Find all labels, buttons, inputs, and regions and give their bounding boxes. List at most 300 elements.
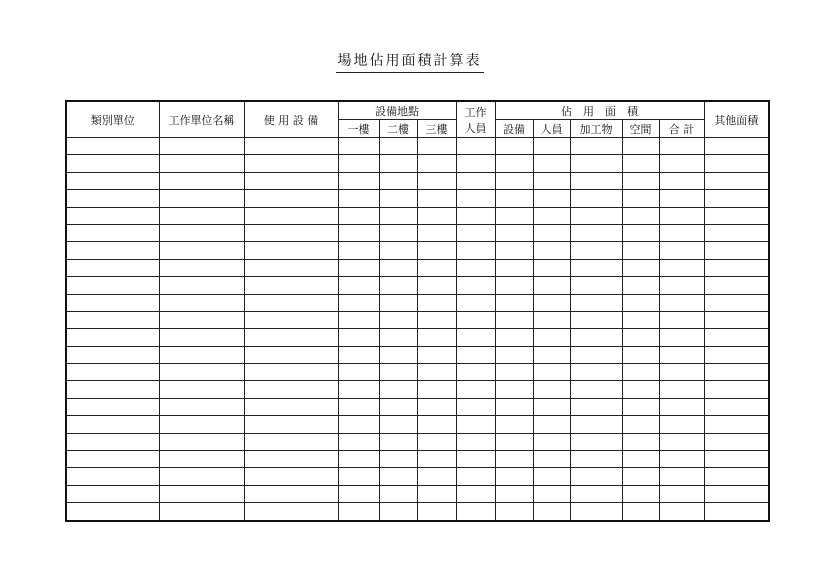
table-cell[interactable] bbox=[66, 207, 159, 224]
table-cell[interactable] bbox=[456, 172, 495, 189]
table-cell[interactable] bbox=[338, 398, 379, 415]
table-cell[interactable] bbox=[704, 398, 769, 415]
table-row bbox=[66, 242, 769, 259]
table-cell[interactable] bbox=[456, 224, 495, 241]
table-cell[interactable] bbox=[533, 346, 570, 363]
table-cell[interactable] bbox=[456, 398, 495, 415]
table-cell[interactable] bbox=[379, 346, 417, 363]
table-cell[interactable] bbox=[622, 138, 659, 155]
table-cell[interactable] bbox=[495, 503, 533, 521]
table-cell[interactable] bbox=[570, 242, 622, 259]
table-cell[interactable] bbox=[495, 416, 533, 433]
table-cell[interactable] bbox=[533, 294, 570, 311]
table-cell[interactable] bbox=[704, 433, 769, 450]
table-cell[interactable] bbox=[570, 224, 622, 241]
table-cell[interactable] bbox=[338, 416, 379, 433]
table-row bbox=[66, 468, 769, 485]
table-cell[interactable] bbox=[338, 138, 379, 155]
table-cell[interactable] bbox=[570, 485, 622, 502]
table-cell[interactable] bbox=[244, 381, 338, 398]
table-cell[interactable] bbox=[456, 311, 495, 328]
table-cell[interactable] bbox=[570, 346, 622, 363]
table-cell[interactable] bbox=[66, 398, 159, 415]
header-area-group: 佔 用 面 積 bbox=[495, 101, 704, 120]
table-cell[interactable] bbox=[338, 242, 379, 259]
table-cell[interactable] bbox=[570, 311, 622, 328]
table-cell[interactable] bbox=[704, 294, 769, 311]
table-cell[interactable] bbox=[244, 224, 338, 241]
table-cell[interactable] bbox=[456, 364, 495, 381]
table-cell[interactable] bbox=[495, 277, 533, 294]
table-cell[interactable] bbox=[495, 468, 533, 485]
table-cell[interactable] bbox=[570, 398, 622, 415]
table-cell[interactable] bbox=[533, 433, 570, 450]
table-cell[interactable] bbox=[495, 155, 533, 172]
table-cell[interactable] bbox=[66, 242, 159, 259]
table-cell[interactable] bbox=[417, 398, 456, 415]
table-cell[interactable] bbox=[379, 503, 417, 521]
table-cell[interactable] bbox=[456, 138, 495, 155]
table-cell[interactable] bbox=[495, 207, 533, 224]
table-cell[interactable] bbox=[622, 416, 659, 433]
table-cell[interactable] bbox=[533, 311, 570, 328]
table-cell[interactable] bbox=[338, 311, 379, 328]
table-cell[interactable] bbox=[66, 346, 159, 363]
table-cell[interactable] bbox=[659, 398, 704, 415]
table-cell[interactable] bbox=[244, 311, 338, 328]
table-cell[interactable] bbox=[379, 294, 417, 311]
header-other-area: 其他面積 bbox=[704, 101, 769, 138]
table-cell[interactable] bbox=[533, 398, 570, 415]
table-cell[interactable] bbox=[338, 364, 379, 381]
table-cell[interactable] bbox=[417, 138, 456, 155]
table-cell[interactable] bbox=[66, 172, 159, 189]
table-cell[interactable] bbox=[659, 294, 704, 311]
table-cell[interactable] bbox=[495, 398, 533, 415]
table-cell[interactable] bbox=[659, 468, 704, 485]
table-cell[interactable] bbox=[66, 277, 159, 294]
table-cell[interactable] bbox=[704, 311, 769, 328]
table-cell[interactable] bbox=[379, 172, 417, 189]
table-cell[interactable] bbox=[379, 381, 417, 398]
table-cell[interactable] bbox=[159, 138, 244, 155]
table-cell[interactable] bbox=[159, 155, 244, 172]
table-cell[interactable] bbox=[533, 224, 570, 241]
table-cell[interactable] bbox=[622, 207, 659, 224]
table-cell[interactable] bbox=[338, 329, 379, 346]
table-cell[interactable] bbox=[659, 277, 704, 294]
table-cell[interactable] bbox=[456, 242, 495, 259]
table-cell[interactable] bbox=[533, 329, 570, 346]
table-cell[interactable] bbox=[570, 381, 622, 398]
table-cell[interactable] bbox=[379, 416, 417, 433]
table-cell[interactable] bbox=[159, 224, 244, 241]
table-cell[interactable] bbox=[704, 485, 769, 502]
table-cell[interactable] bbox=[659, 451, 704, 468]
table-cell[interactable] bbox=[244, 172, 338, 189]
table-cell[interactable] bbox=[659, 485, 704, 502]
table-cell[interactable] bbox=[379, 207, 417, 224]
table-cell[interactable] bbox=[570, 277, 622, 294]
table-cell[interactable] bbox=[456, 451, 495, 468]
table-cell[interactable] bbox=[456, 190, 495, 207]
table-cell[interactable] bbox=[244, 138, 338, 155]
table-cell[interactable] bbox=[533, 381, 570, 398]
table-cell[interactable] bbox=[622, 398, 659, 415]
table-cell[interactable] bbox=[659, 242, 704, 259]
table-cell[interactable] bbox=[338, 381, 379, 398]
table-cell[interactable] bbox=[456, 346, 495, 363]
table-cell[interactable] bbox=[159, 398, 244, 415]
table-cell[interactable] bbox=[456, 277, 495, 294]
table-cell[interactable] bbox=[659, 433, 704, 450]
table-cell[interactable] bbox=[379, 364, 417, 381]
table-cell[interactable] bbox=[417, 346, 456, 363]
table-cell[interactable] bbox=[417, 485, 456, 502]
table-cell[interactable] bbox=[704, 155, 769, 172]
table-cell[interactable] bbox=[456, 259, 495, 276]
table-cell[interactable] bbox=[533, 364, 570, 381]
table-cell[interactable] bbox=[66, 381, 159, 398]
table-cell[interactable] bbox=[659, 364, 704, 381]
table-cell[interactable] bbox=[570, 364, 622, 381]
table-cell[interactable] bbox=[244, 468, 338, 485]
table-cell[interactable] bbox=[659, 224, 704, 241]
table-cell[interactable] bbox=[622, 485, 659, 502]
table-cell[interactable] bbox=[495, 242, 533, 259]
table-cell[interactable] bbox=[704, 416, 769, 433]
table-cell[interactable] bbox=[379, 277, 417, 294]
table-cell[interactable] bbox=[495, 346, 533, 363]
table-cell[interactable] bbox=[338, 433, 379, 450]
table-cell[interactable] bbox=[379, 259, 417, 276]
table-cell[interactable] bbox=[338, 207, 379, 224]
table-cell[interactable] bbox=[533, 259, 570, 276]
table-cell[interactable] bbox=[417, 451, 456, 468]
table-cell[interactable] bbox=[417, 416, 456, 433]
table-cell[interactable] bbox=[570, 433, 622, 450]
table-cell[interactable] bbox=[456, 433, 495, 450]
table-cell[interactable] bbox=[338, 468, 379, 485]
table-cell[interactable] bbox=[456, 207, 495, 224]
table-cell[interactable] bbox=[379, 398, 417, 415]
table-cell[interactable] bbox=[495, 451, 533, 468]
table-cell[interactable] bbox=[622, 503, 659, 521]
table-cell[interactable] bbox=[570, 138, 622, 155]
table-cell[interactable] bbox=[338, 277, 379, 294]
table-cell[interactable] bbox=[659, 329, 704, 346]
table-cell[interactable] bbox=[570, 294, 622, 311]
table-cell[interactable] bbox=[159, 190, 244, 207]
table-cell[interactable] bbox=[159, 329, 244, 346]
table-cell[interactable] bbox=[244, 155, 338, 172]
table-cell[interactable] bbox=[659, 155, 704, 172]
table-cell[interactable] bbox=[379, 433, 417, 450]
table-cell[interactable] bbox=[244, 398, 338, 415]
table-cell[interactable] bbox=[159, 364, 244, 381]
table-cell[interactable] bbox=[338, 485, 379, 502]
table-cell[interactable] bbox=[659, 259, 704, 276]
table-cell[interactable] bbox=[704, 172, 769, 189]
table-cell[interactable] bbox=[338, 155, 379, 172]
table-cell[interactable] bbox=[495, 190, 533, 207]
table-cell[interactable] bbox=[159, 242, 244, 259]
table-cell[interactable] bbox=[66, 485, 159, 502]
table-cell[interactable] bbox=[159, 381, 244, 398]
table-cell[interactable] bbox=[495, 224, 533, 241]
table-cell[interactable] bbox=[570, 155, 622, 172]
table-cell[interactable] bbox=[570, 503, 622, 521]
table-cell[interactable] bbox=[533, 190, 570, 207]
header-equipment-used: 使 用 設 備 bbox=[244, 101, 338, 138]
table-cell[interactable] bbox=[659, 207, 704, 224]
table-cell[interactable] bbox=[417, 224, 456, 241]
table-cell[interactable] bbox=[704, 364, 769, 381]
table-cell[interactable] bbox=[379, 242, 417, 259]
header-area-staff: 人員 bbox=[533, 120, 570, 138]
table-cell[interactable] bbox=[379, 190, 417, 207]
table-cell[interactable] bbox=[159, 451, 244, 468]
table-cell[interactable] bbox=[659, 172, 704, 189]
table-cell[interactable] bbox=[159, 416, 244, 433]
table-cell[interactable] bbox=[533, 242, 570, 259]
table-cell[interactable] bbox=[244, 416, 338, 433]
table-cell[interactable] bbox=[570, 329, 622, 346]
table-cell[interactable] bbox=[495, 294, 533, 311]
area-calculation-table bbox=[65, 100, 770, 522]
table-cell[interactable] bbox=[659, 381, 704, 398]
table-cell[interactable] bbox=[704, 451, 769, 468]
table-cell[interactable] bbox=[244, 364, 338, 381]
table-cell[interactable] bbox=[417, 190, 456, 207]
table-cell[interactable] bbox=[338, 451, 379, 468]
table-cell[interactable] bbox=[704, 329, 769, 346]
table-cell[interactable] bbox=[622, 451, 659, 468]
table-cell[interactable] bbox=[456, 468, 495, 485]
table-cell[interactable] bbox=[159, 172, 244, 189]
table-cell[interactable] bbox=[704, 381, 769, 398]
table-cell[interactable] bbox=[417, 172, 456, 189]
table-cell[interactable] bbox=[379, 224, 417, 241]
table-cell[interactable] bbox=[244, 190, 338, 207]
table-cell[interactable] bbox=[66, 294, 159, 311]
table-body bbox=[66, 138, 769, 521]
table-cell[interactable] bbox=[622, 468, 659, 485]
table-cell[interactable] bbox=[456, 503, 495, 521]
table-cell[interactable] bbox=[338, 259, 379, 276]
table-cell[interactable] bbox=[533, 416, 570, 433]
table-cell[interactable] bbox=[244, 329, 338, 346]
table-cell[interactable] bbox=[622, 381, 659, 398]
table-cell[interactable] bbox=[704, 277, 769, 294]
table-row bbox=[66, 329, 769, 346]
table-cell[interactable] bbox=[704, 190, 769, 207]
table-cell[interactable] bbox=[379, 485, 417, 502]
table-cell[interactable] bbox=[533, 468, 570, 485]
table-cell[interactable] bbox=[570, 190, 622, 207]
table-cell[interactable] bbox=[379, 329, 417, 346]
table-cell[interactable] bbox=[66, 224, 159, 241]
header-location-floor-2: 二樓 bbox=[379, 120, 417, 138]
table-cell[interactable] bbox=[417, 503, 456, 521]
table-cell[interactable] bbox=[622, 277, 659, 294]
table-cell[interactable] bbox=[622, 294, 659, 311]
table-row bbox=[66, 224, 769, 241]
table-cell[interactable] bbox=[456, 381, 495, 398]
table-cell[interactable] bbox=[704, 503, 769, 521]
table-cell[interactable] bbox=[570, 259, 622, 276]
table-cell[interactable] bbox=[159, 433, 244, 450]
table-cell[interactable] bbox=[417, 329, 456, 346]
table-cell[interactable] bbox=[66, 259, 159, 276]
table-cell[interactable] bbox=[622, 242, 659, 259]
table-cell[interactable] bbox=[66, 416, 159, 433]
table-cell[interactable] bbox=[570, 207, 622, 224]
table-cell[interactable] bbox=[495, 138, 533, 155]
table-cell[interactable] bbox=[159, 468, 244, 485]
table-cell[interactable] bbox=[244, 346, 338, 363]
table-cell[interactable] bbox=[456, 294, 495, 311]
table-cell[interactable] bbox=[244, 259, 338, 276]
table-cell[interactable] bbox=[495, 259, 533, 276]
table-cell[interactable] bbox=[244, 242, 338, 259]
table-cell[interactable] bbox=[495, 172, 533, 189]
table-cell[interactable] bbox=[159, 503, 244, 521]
table-cell[interactable] bbox=[379, 311, 417, 328]
table-cell[interactable] bbox=[622, 155, 659, 172]
table-cell[interactable] bbox=[417, 311, 456, 328]
table-cell[interactable] bbox=[622, 259, 659, 276]
table-cell[interactable] bbox=[66, 364, 159, 381]
table-cell[interactable] bbox=[456, 416, 495, 433]
table-cell[interactable] bbox=[533, 503, 570, 521]
table-cell[interactable] bbox=[417, 207, 456, 224]
table-cell[interactable] bbox=[456, 155, 495, 172]
table-cell[interactable] bbox=[704, 224, 769, 241]
table-cell[interactable] bbox=[704, 346, 769, 363]
table-cell[interactable] bbox=[338, 346, 379, 363]
table-cell[interactable] bbox=[417, 381, 456, 398]
table-cell[interactable] bbox=[622, 346, 659, 363]
table-cell[interactable] bbox=[659, 416, 704, 433]
table-cell[interactable] bbox=[417, 277, 456, 294]
table-cell[interactable] bbox=[379, 451, 417, 468]
table-cell[interactable] bbox=[159, 485, 244, 502]
table-cell[interactable] bbox=[417, 259, 456, 276]
table-cell[interactable] bbox=[570, 468, 622, 485]
table-cell[interactable] bbox=[622, 433, 659, 450]
table-cell[interactable] bbox=[417, 468, 456, 485]
table-cell[interactable] bbox=[495, 485, 533, 502]
table-cell[interactable] bbox=[495, 433, 533, 450]
table-cell[interactable] bbox=[417, 364, 456, 381]
table-cell[interactable] bbox=[338, 294, 379, 311]
table-cell[interactable] bbox=[338, 503, 379, 521]
table-cell[interactable] bbox=[495, 311, 533, 328]
table-cell[interactable] bbox=[622, 329, 659, 346]
table-cell[interactable] bbox=[244, 503, 338, 521]
table-cell[interactable] bbox=[159, 294, 244, 311]
table-cell[interactable] bbox=[244, 451, 338, 468]
table-cell[interactable] bbox=[244, 207, 338, 224]
table-cell[interactable] bbox=[622, 190, 659, 207]
table-cell[interactable] bbox=[244, 485, 338, 502]
table-cell[interactable] bbox=[622, 172, 659, 189]
table-cell[interactable] bbox=[659, 503, 704, 521]
table-cell[interactable] bbox=[495, 381, 533, 398]
table-cell[interactable] bbox=[533, 172, 570, 189]
table-cell[interactable] bbox=[66, 311, 159, 328]
table-cell[interactable] bbox=[66, 503, 159, 521]
table-cell[interactable] bbox=[704, 138, 769, 155]
table-cell[interactable] bbox=[622, 224, 659, 241]
table-cell[interactable] bbox=[159, 259, 244, 276]
table-cell[interactable] bbox=[66, 155, 159, 172]
table-cell[interactable] bbox=[570, 172, 622, 189]
table-cell[interactable] bbox=[704, 242, 769, 259]
table-cell[interactable] bbox=[244, 294, 338, 311]
table-row bbox=[66, 381, 769, 398]
table-cell[interactable] bbox=[244, 433, 338, 450]
table-cell[interactable] bbox=[159, 207, 244, 224]
table-cell[interactable] bbox=[66, 433, 159, 450]
table-cell[interactable] bbox=[417, 294, 456, 311]
table-row bbox=[66, 485, 769, 502]
table-cell[interactable] bbox=[659, 346, 704, 363]
header-area-equipment: 設備 bbox=[495, 120, 533, 138]
table-cell[interactable] bbox=[159, 277, 244, 294]
table-cell[interactable] bbox=[66, 451, 159, 468]
table-cell[interactable] bbox=[159, 311, 244, 328]
table-cell[interactable] bbox=[66, 138, 159, 155]
table-cell[interactable] bbox=[456, 485, 495, 502]
table-cell[interactable] bbox=[570, 416, 622, 433]
table-cell[interactable] bbox=[622, 311, 659, 328]
table-cell[interactable] bbox=[533, 451, 570, 468]
table-cell[interactable] bbox=[338, 172, 379, 189]
table-cell[interactable] bbox=[704, 259, 769, 276]
table-cell[interactable] bbox=[622, 364, 659, 381]
table-cell[interactable] bbox=[379, 155, 417, 172]
table-cell[interactable] bbox=[659, 190, 704, 207]
table-cell[interactable] bbox=[570, 451, 622, 468]
table-cell[interactable] bbox=[456, 329, 495, 346]
table-cell[interactable] bbox=[66, 190, 159, 207]
table-cell[interactable] bbox=[379, 138, 417, 155]
table-cell[interactable] bbox=[379, 468, 417, 485]
table-cell[interactable] bbox=[533, 155, 570, 172]
table-cell[interactable] bbox=[417, 433, 456, 450]
table-cell[interactable] bbox=[338, 190, 379, 207]
table-cell[interactable] bbox=[659, 138, 704, 155]
table-cell[interactable] bbox=[244, 277, 338, 294]
table-cell[interactable] bbox=[417, 155, 456, 172]
table-cell[interactable] bbox=[704, 468, 769, 485]
table-cell[interactable] bbox=[159, 346, 244, 363]
table-cell[interactable] bbox=[533, 207, 570, 224]
table-cell[interactable] bbox=[533, 485, 570, 502]
table-cell[interactable] bbox=[66, 329, 159, 346]
table-cell[interactable] bbox=[495, 364, 533, 381]
table-cell[interactable] bbox=[338, 224, 379, 241]
table-cell[interactable] bbox=[704, 207, 769, 224]
table-cell[interactable] bbox=[66, 468, 159, 485]
table-cell[interactable] bbox=[495, 329, 533, 346]
table-cell[interactable] bbox=[533, 277, 570, 294]
table-cell[interactable] bbox=[659, 311, 704, 328]
table-cell[interactable] bbox=[533, 138, 570, 155]
table-cell[interactable] bbox=[417, 242, 456, 259]
